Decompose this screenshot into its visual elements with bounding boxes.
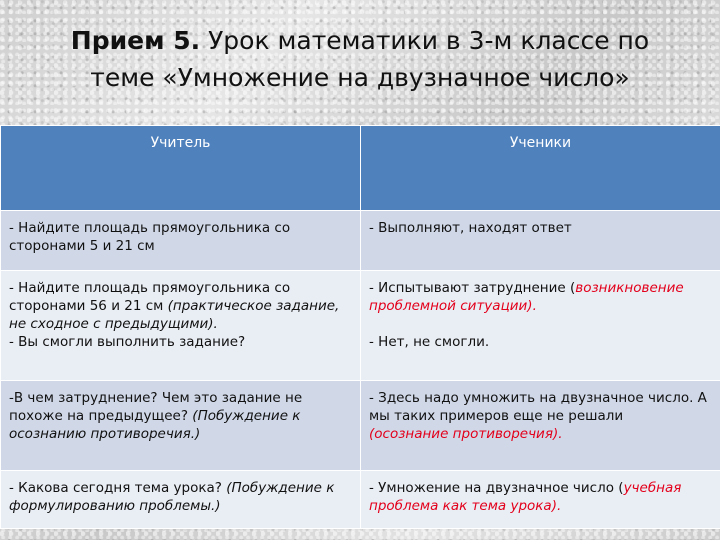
students-text: - Выполняют, находят ответ (369, 220, 572, 236)
table-row (1, 211, 720, 271)
teacher-italic: (практическое задание, не сходное с предыдущими). (9, 298, 340, 332)
slide-title (20, 22, 700, 96)
teacher-italic: (Побуждение к формулированию проблемы.) (9, 480, 335, 514)
students-text: - Испытывают затруднение ( (369, 280, 576, 296)
teacher-text: - Найдите площадь прямоугольника со сторонами 56 и 21 см (9, 280, 291, 314)
students-answer: - Нет, не смогли. (369, 334, 490, 350)
teacher-text: - Найдите площадь прямоугольника со сторонами 5 и 21 см (9, 220, 291, 254)
table-row (1, 271, 720, 381)
teacher-question: - Вы смогли выполнить задание? (9, 334, 246, 350)
teacher-cell (1, 211, 361, 271)
students-text: - Здесь надо умножить на двузначное число. А мы таких примеров еще не решали (369, 390, 707, 424)
teacher-cell (1, 271, 361, 381)
title-bold: Прием 5. (70, 26, 201, 55)
students-red: учебная проблема как тема урока). (369, 480, 682, 514)
students-red: (осознание противоречия). (369, 426, 563, 442)
teacher-cell (1, 471, 361, 529)
students-cell (361, 381, 720, 471)
title-line2: теме «Умножение на двузначное число» (90, 63, 630, 92)
teacher-italic: (Побуждение к осознанию противоречия.) (9, 408, 301, 442)
header-students: Ученики (361, 126, 720, 211)
teacher-text: -В чем затруднение? Чем это задание не похоже на предыдущее? (9, 390, 303, 424)
students-cell (361, 271, 720, 381)
table-row (1, 381, 720, 471)
students-red: возникновение проблемной ситуации). (369, 280, 684, 314)
students-cell (361, 471, 720, 529)
lesson-table (0, 125, 720, 529)
students-cell (361, 211, 720, 271)
students-text: - Умножение на двузначное число ( (369, 480, 624, 496)
table-row (1, 471, 720, 529)
title-rest: Урок математики в 3-м классе по (200, 26, 650, 55)
header-teacher: Учитель (1, 126, 361, 211)
teacher-text: - Какова сегодня тема урока? (9, 480, 227, 496)
teacher-cell (1, 381, 361, 471)
